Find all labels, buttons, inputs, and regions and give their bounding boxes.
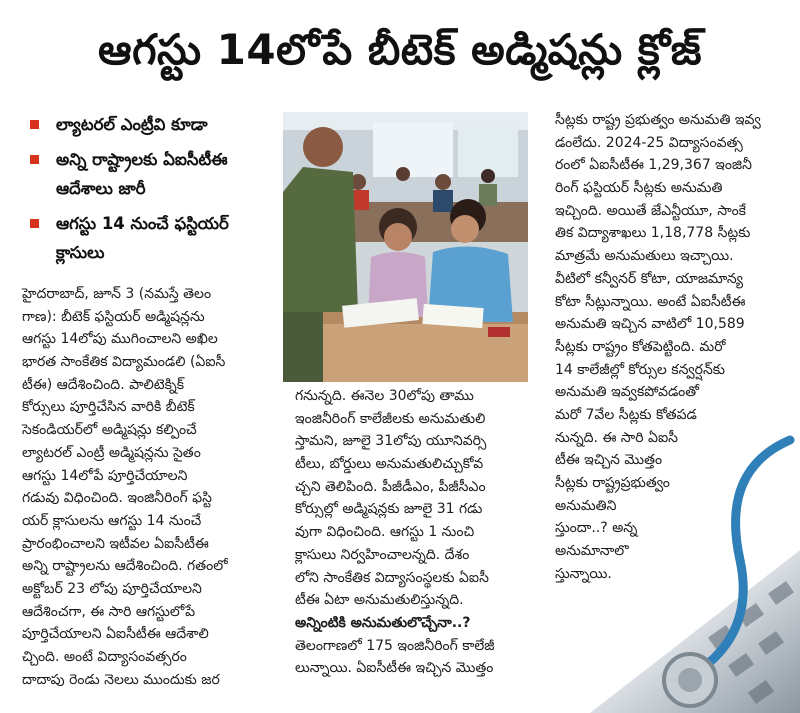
article-line: టీలు, బోర్డులు అనుమతులిచ్చుకోవ <box>295 456 484 473</box>
article-line: నున్నది. ఈ సారి ఏఐసీ <box>555 429 678 446</box>
article-line: గనున్నది. ఈనెల 30లోపు తాము <box>295 388 474 404</box>
article-line: అనుమానాలొ <box>555 543 629 560</box>
article-line: స్తుందా..? అన్న <box>555 520 638 537</box>
article-line: మరో 7వేల సీట్లకు కోతపడ <box>555 406 697 423</box>
article-line: సీట్లకు రాష్ట్రం కోతపెట్టింది. మరో <box>555 338 726 355</box>
highlight-item: అన్ని రాష్ట్రాలకు ఏఐసీటీఈ ఆదేశాలు జారీ <box>28 145 278 203</box>
article-line: రంలో ఏఐసీటీఈ 1,29,367 ఇంజినీ <box>555 157 752 174</box>
article-line: చ్చింది. అంటే విద్యాసంవత్సరం <box>22 649 187 665</box>
article-line: తెలంగాణలో 175 ఇంజినీరింగ్ కాలేజీ <box>295 637 495 654</box>
article-line: దాదాపు రెండు నెలలు ముందుకు జర <box>22 671 220 688</box>
article-line: వుగా విధించింది. ఆగస్టు 1 నుంచి <box>295 524 475 541</box>
article-line: అనుమతిని <box>555 497 617 514</box>
article-line: గడువు విధించింది. ఇంజినీరింగ్ ఫస్టి <box>22 490 212 507</box>
article-line: అక్టోబర్ 23 లోపు పూర్తిచేయాలని <box>22 580 202 597</box>
article-line: సీట్లకు రాష్ట్ర ప్రభుత్వం అనుమతి ఇవ్వ <box>555 112 761 128</box>
article-line: లోని సాంకేతిక విద్యాసంస్థలకు ఏఐసీ <box>295 569 489 586</box>
stethoscope-icon <box>590 430 800 713</box>
article-line: సెకండియర్‌లో అడ్మిషన్లు కల్పించే <box>22 422 197 439</box>
article-line: యర్ క్లాసులను ఆగస్టు 14 నుంచే <box>22 512 202 529</box>
article-column-1 <box>22 283 228 691</box>
classroom-photo <box>283 112 528 382</box>
article-line: ల్యాటరల్ ఎంట్రీ అడ్మిషన్లను సైతం <box>22 444 201 461</box>
article-line: లున్నాయి. ఏఐసీటీఈ ఇచ్చిన మొత్తం <box>295 660 494 677</box>
article-line: తిక విద్యాశాఖలు 1,18,778 సీట్లకు <box>555 225 751 242</box>
article-line: ఇచ్చింది. అయితే జేఎన్టీయూ, సాంకే <box>555 202 746 219</box>
article-line: అన్నింటికి అనుమతులొచ్చేనా..? <box>295 614 471 631</box>
article-line: ప్రారంభించాలని ఇటీవల ఏఐసీటీఈ <box>22 535 209 552</box>
article-line: 14 కాలేజీల్లో కోర్సుల కన్వర్షన్‌కు <box>555 361 725 378</box>
classroom-photo-illustration <box>283 112 528 382</box>
article-line: స్తున్నాయి. <box>555 565 612 582</box>
article-line: కోర్సులు పూర్తిచేసిన వారికి బీటెక్ <box>22 399 195 416</box>
article-line: అన్ని రాష్ట్రాలను ఆదేశించింది. గతంలో <box>22 558 228 575</box>
article-line: క్లాసులు నిర్వహించాలన్నది. దేశం <box>295 546 470 563</box>
highlight-item: ల్యాటరల్ ఎంట్రీవి కూడా <box>28 110 278 139</box>
article-line: చ్చని తెలిపింది. పీజీడీఎం, పీజీసీఎం <box>295 478 486 495</box>
highlight-item: ఆగస్టు 14 నుంచే ఫస్టియర్ క్లాసులు <box>28 209 278 267</box>
article-line: ఆగస్టు 14లోపే పూర్తిచేయాలని <box>22 467 188 484</box>
article-line: డంలేదు. 2024-25 విద్యాసంవత్స <box>555 134 743 151</box>
article-column-2 <box>295 385 495 680</box>
article-line: రింగ్ ఫస్టియర్ సీట్లకు అనుమతి <box>555 180 723 197</box>
article-line: మాత్రమే అనుమతులు ఇచ్చాయి. <box>555 248 734 265</box>
highlights-list <box>28 110 278 273</box>
article-line: టీఈ) ఆదేశించింది. పాలిటెక్నిక్ <box>22 376 185 393</box>
article-line: కోర్సుల్లో అడ్మిషన్లకు జూలై 31 గడు <box>295 501 483 518</box>
article-line: ఆదేశించగా, ఈ సారి ఆగస్టులోపే <box>22 603 196 620</box>
article-line: టీఈ ఇచ్చిన మొత్తం <box>555 452 663 469</box>
article-line: అనుమతి ఇచ్చిన వాటిలో 10,589 <box>555 316 745 333</box>
article-line: భారత సాంకేతిక విద్యామండలి (ఏఐసీ <box>22 354 226 371</box>
article-line: సీట్లకు రాష్ట్రప్రభుత్వం <box>555 475 670 491</box>
article-line: అనుమతి ఇవ్వకపోవడంతో <box>555 384 699 401</box>
article-line: పూర్తిచేయాలని ఏఐసీటీఈ ఆదేశాలి <box>22 626 209 643</box>
article-line: కోటా సీట్లున్నాయి. అంటే ఏఐసీటీఈ <box>555 293 746 310</box>
article-line: స్తామని, జూలై 31లోపు యూనివర్సి <box>295 433 487 450</box>
stethoscope-keyboard-graphic <box>590 430 800 713</box>
article-line: గాణ): బీటెక్ ఫస్టియర్ అడ్మిషన్లను <box>22 308 205 325</box>
article-line: టీఈ ఏటా అనుమతులిస్తున్నది. <box>295 592 464 609</box>
article-line: ఆగస్టు 14లోపు ముగించాలని అఖిల <box>22 331 218 348</box>
article-line: ఇంజినీరింగ్ కాలేజీలకు అనుమతులి <box>295 410 486 427</box>
headline: ఆగస్టు 14లోపే బీటెక్ అడ్మిషన్లు క్లోజ్ <box>98 25 702 74</box>
article-line: హైదరాబాద్, జూన్ 3 (నమస్తే తెలం <box>22 286 212 302</box>
article-line: వీటిలో కన్వీనర్ కోటా, యాజమాన్య <box>555 270 744 287</box>
